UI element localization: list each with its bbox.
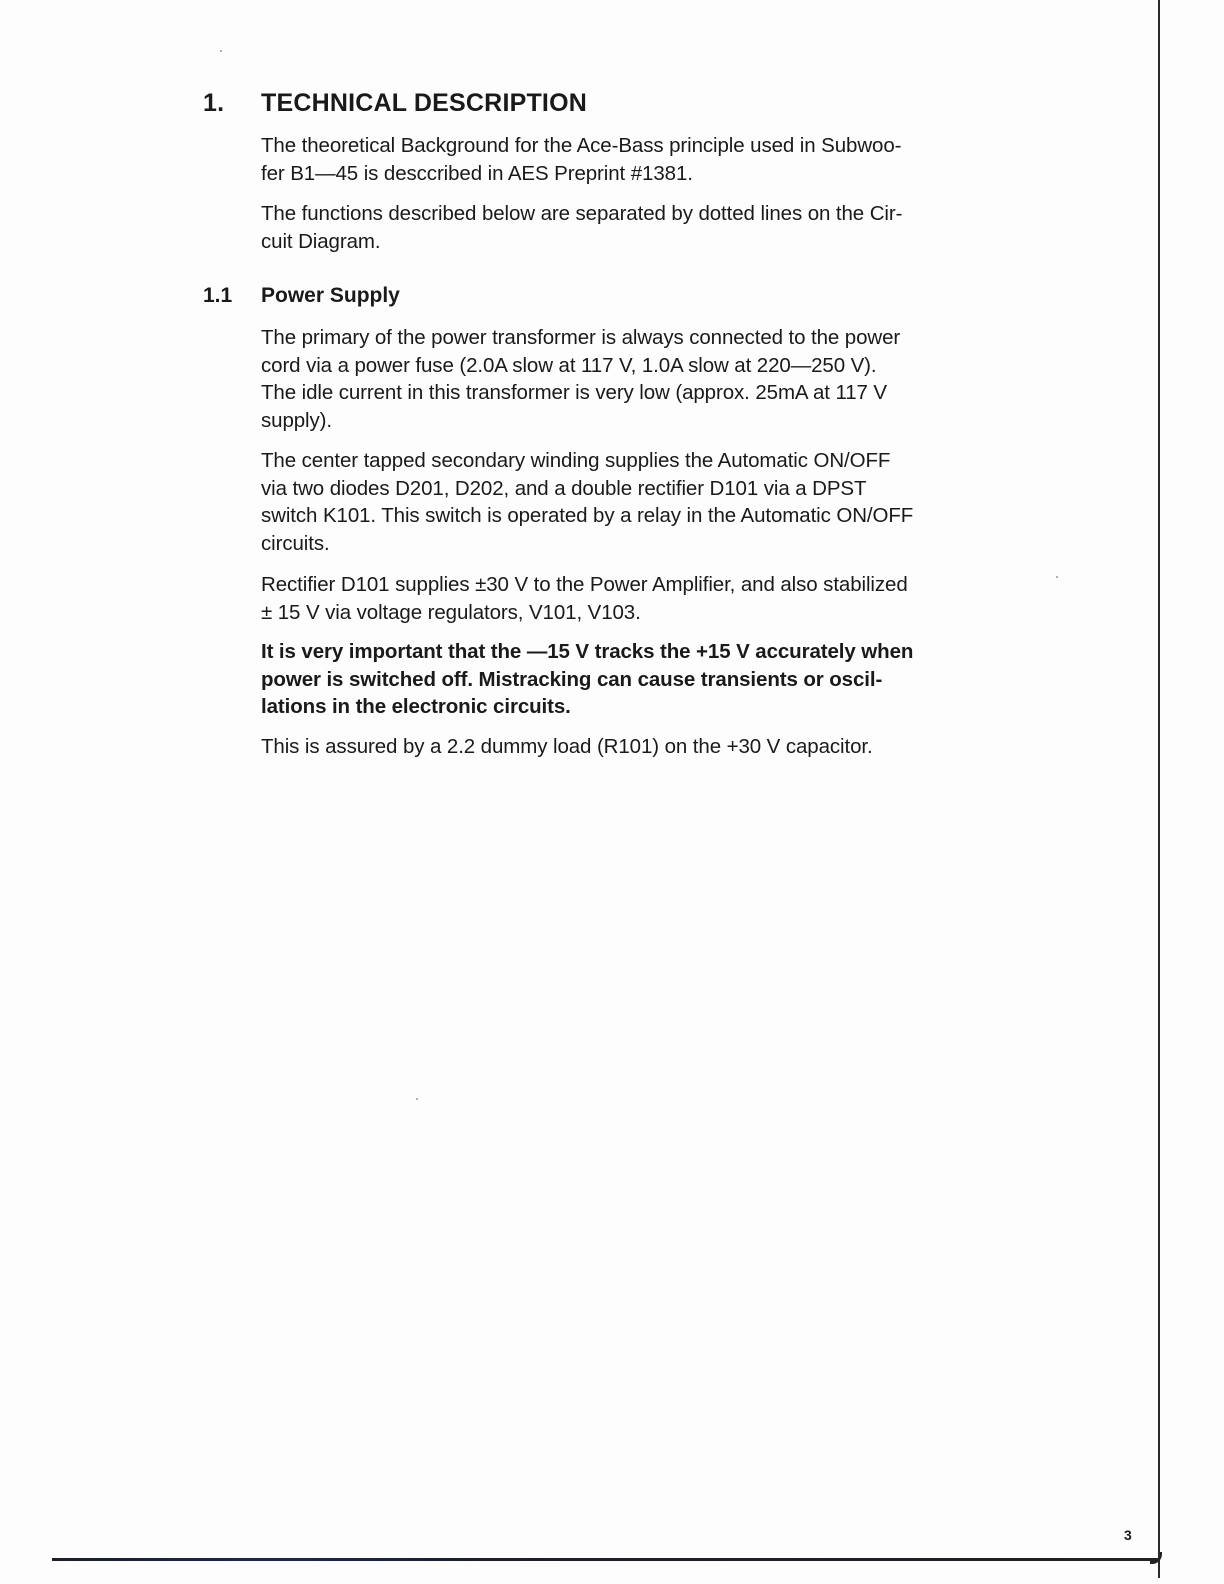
text-line: cord via a power fuse (2.0A slow at 117 V, 1.0A slow at 220—250 V).: [261, 353, 877, 377]
text-line: fer B1—45 is desccribed in AES Preprint #1381.: [261, 161, 693, 185]
warning-paragraph: [261, 638, 1001, 721]
text-line: circuits.: [261, 531, 330, 555]
text-line: The idle current in this transformer is very low (approx. 25mA at 117 V: [261, 381, 888, 404]
section-number: 1.: [203, 89, 225, 117]
bottom-rule: [52, 1558, 1160, 1561]
subsection-title: Power Supply: [261, 284, 400, 307]
section-title: TECHNICAL DESCRIPTION: [261, 89, 587, 117]
text-line: The primary of the power transformer is always connected to the power: [261, 326, 901, 349]
scan-speck: [220, 50, 222, 52]
text-line: This is assured by a 2.2 dummy load (R101) on the +30 V capacitor.: [261, 735, 873, 758]
functions-paragraph: [261, 200, 1001, 255]
text-line: switch K101. This switch is operated by a relay in the Automatic ON/OFF: [261, 504, 914, 527]
subsection-number: 1.1: [203, 284, 233, 307]
scan-speck: [1056, 576, 1058, 578]
text-line: via two diodes D201, D202, and a double rectifier D101 via a DPST: [261, 476, 867, 500]
text-line: The theoretical Background for the Ace-Bass principle used in Subwoo-: [261, 134, 902, 157]
text-line: Rectifier D101 supplies ±30 V to the Power Amplifier, and also stabilized: [261, 573, 908, 596]
bottom-corner: [1150, 1552, 1162, 1564]
dummy-load-paragraph: [261, 733, 1001, 761]
text-line: lations in the electronic circuits.: [261, 695, 571, 718]
text-line: It is very important that the —15 V tracks the +15 V accurately when: [261, 640, 914, 663]
text-line: ± 15 V via voltage regulators, V101, V103.: [261, 600, 641, 624]
intro-paragraph: [261, 132, 1001, 187]
text-line: supply).: [261, 408, 332, 432]
secondary-winding-paragraph: [261, 447, 1001, 557]
rectifier-paragraph: [261, 571, 1001, 626]
text-line: The center tapped secondary winding supplies the Automatic ON/OFF: [261, 449, 891, 472]
scan-speck: [416, 1098, 418, 1100]
transformer-paragraph: [261, 324, 1001, 434]
text-line: The functions described below are separated by dotted lines on the Cir-: [261, 202, 903, 225]
text-line: power is switched off. Mistracking can cause transients or oscil-: [261, 667, 883, 691]
text-line: cuit Diagram.: [261, 229, 381, 253]
page-edge: [1158, 0, 1160, 1578]
page-number: 3: [1124, 1527, 1132, 1543]
